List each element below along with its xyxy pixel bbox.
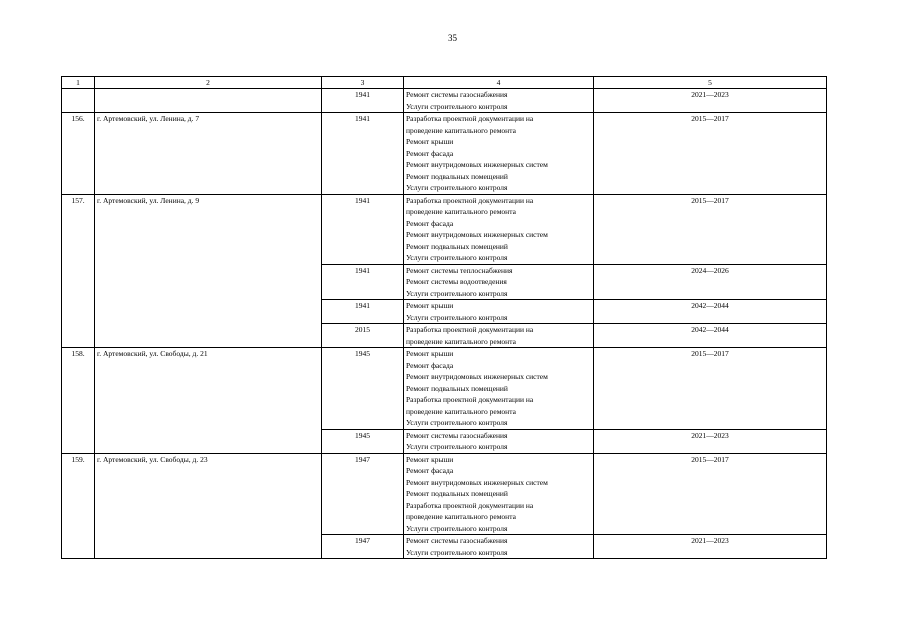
header-row [62,77,827,89]
repair-works [404,89,594,113]
repair-work-item: Услуги строительного контроля [406,183,508,192]
repair-works [404,453,594,535]
repair-work-item: Ремонт подвальных помещений [406,171,508,181]
repair-work-item: Услуги строительного контроля [406,253,508,262]
repair-work-item: Разработка проектной документации на [406,500,534,510]
repair-work-item: Ремонт подвальных помещений [406,383,508,393]
repair-work-item: Ремонт внутридомовых инженерных систем [406,477,548,487]
repair-work-item: Услуги строительного контроля [406,288,508,298]
repair-work-item: Ремонт фасада [406,218,454,228]
repair-works [404,324,594,348]
repair-works [404,429,594,453]
repair-work-item: Разработка проектной документации на [406,195,534,205]
repair-work-item: Ремонт внутридомовых инженерных систем [406,160,548,169]
column-header-5: 5 [594,77,827,89]
capital-repair-table [61,76,827,559]
repair-works [404,535,594,559]
repair-work-item: Ремонт крыши [406,137,454,146]
repair-work-item: Услуги строительного контроля [406,101,508,111]
build-year: 1941 [322,89,404,113]
build-year: 1941 [322,113,404,195]
repair-work-item: Ремонт системы теплоснабжения [406,265,513,275]
repair-work-item: Ремонт внутридомовых инженерных систем [406,372,548,381]
table-row [62,348,827,430]
table-row [62,453,827,535]
repair-work-item: Ремонт подвальных помещений [406,241,508,251]
repair-period: 2015—2017 [594,348,827,430]
repair-period: 2042—2044 [594,324,827,348]
building-address: г. Артемовский, ул. Свободы, д. 21 [95,348,322,454]
repair-period: 2042—2044 [594,300,827,324]
repair-period: 2021—2023 [594,429,827,453]
repair-works [404,300,594,324]
column-header-4: 4 [404,77,594,89]
repair-work-item: Услуги строительного контроля [406,312,508,322]
repair-work-item: Услуги строительного контроля [406,442,508,451]
column-header-3: 3 [322,77,404,89]
repair-work-item: проведение капитального ремонта [406,125,516,135]
build-year: 1945 [322,429,404,453]
repair-work-item: Разработка проектной документации на [406,395,534,404]
table-row [62,89,827,113]
repair-period: 2015—2017 [594,453,827,535]
repair-period: 2015—2017 [594,113,827,195]
repair-work-item: проведение капитального ремонта [406,336,516,346]
column-header-1: 1 [62,77,95,89]
repair-works [404,113,594,195]
repair-work-item: Услуги строительного контроля [406,547,508,557]
repair-work-item: Разработка проектной документации на [406,114,534,123]
build-year: 1941 [322,264,404,300]
repair-works [404,348,594,430]
row-number [62,89,95,113]
repair-works [404,264,594,300]
repair-works [404,194,594,264]
repair-period: 2024—2026 [594,264,827,300]
repair-work-item: проведение капитального ремонта [406,207,516,216]
row-number: 158. [62,348,95,454]
building-address [95,89,322,113]
table-row [62,194,827,264]
repair-work-item: Ремонт крыши [406,349,454,358]
build-year: 2015 [322,324,404,348]
row-number: 156. [62,113,95,195]
build-year: 1941 [322,300,404,324]
column-header-2: 2 [95,77,322,89]
repair-work-item: Ремонт системы водоотведения [406,277,507,286]
table-body [62,77,827,559]
repair-period: 2015—2017 [594,194,827,264]
build-year: 1945 [322,348,404,430]
repair-period: 2021—2023 [594,535,827,559]
building-address: г. Артемовский, ул. Свободы, д. 23 [95,453,322,559]
repair-work-item: Услуги строительного контроля [406,418,508,427]
build-year: 1947 [322,535,404,559]
building-address: г. Артемовский, ул. Ленина, д. 9 [95,194,322,348]
repair-work-item: Услуги строительного контроля [406,523,508,533]
page-number: 35 [448,33,457,43]
repair-work-item: Ремонт системы газоснабжения [406,536,508,545]
repair-work-item: Ремонт фасада [406,466,454,475]
row-number: 159. [62,453,95,559]
repair-period: 2021—2023 [594,89,827,113]
repair-work-item: Разработка проектной документации на [406,325,534,334]
repair-work-item: Ремонт системы газоснабжения [406,90,508,99]
repair-work-item: Ремонт внутридомовых инженерных систем [406,230,548,239]
repair-work-item: Ремонт крыши [406,301,454,310]
build-year: 1941 [322,194,404,264]
repair-work-item: проведение капитального ремонта [406,406,516,416]
row-number: 157. [62,194,95,348]
build-year: 1947 [322,453,404,535]
repair-work-item: Ремонт крыши [406,454,454,464]
repair-work-item: Ремонт фасада [406,360,454,370]
repair-work-item: Ремонт системы газоснабжения [406,430,508,440]
table-row [62,113,827,195]
repair-work-item: Ремонт подвальных помещений [406,489,508,498]
repair-work-item: проведение капитального ремонта [406,512,516,521]
repair-work-item: Ремонт фасада [406,148,454,158]
building-address: г. Артемовский, ул. Ленина, д. 7 [95,113,322,195]
